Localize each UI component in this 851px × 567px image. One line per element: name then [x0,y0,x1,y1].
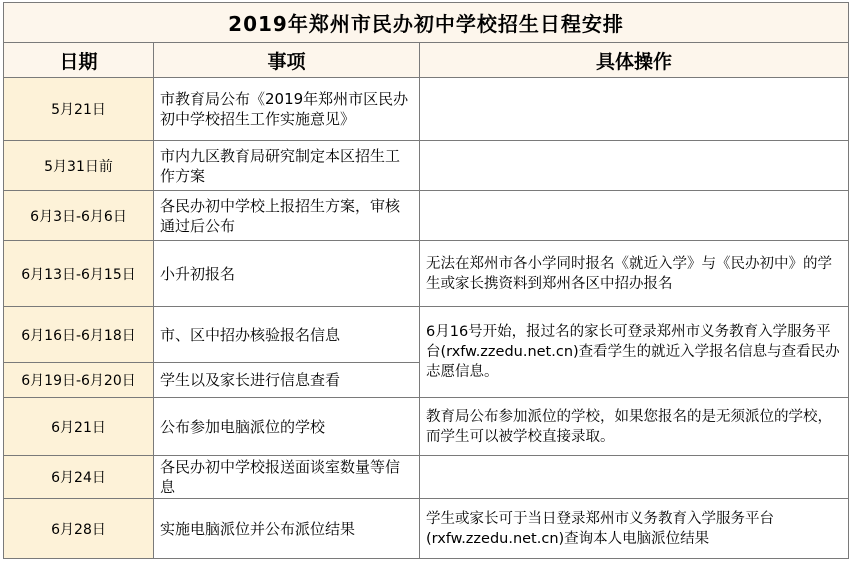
row-item: 小升初报名 [154,241,420,307]
row-item: 各民办初中学校上报招生方案，审核通过后公布 [154,191,420,241]
schedule-table [3,2,849,559]
header-operation: 具体操作 [420,43,849,78]
row-operation: 教育局公布参加派位的学校，如果您报名的是无须派位的学校，而学生可以被学校直接录取。 [420,398,849,456]
row-date: 5月31日前 [4,141,154,191]
row-date: 6月24日 [4,456,154,499]
row-operation [420,456,849,499]
row-date: 6月28日 [4,499,154,559]
row-operation [420,191,849,241]
table-row [4,307,849,363]
table-row [4,241,849,307]
row-date: 6月21日 [4,398,154,456]
row-date: 6月16日-6月18日 [4,307,154,363]
row-date: 6月3日-6月6日 [4,191,154,241]
table-row [4,398,849,456]
table-row [4,141,849,191]
row-operation [420,141,849,191]
table-row [4,191,849,241]
row-operation: 无法在郑州市各小学同时报名《就近入学》与《民办初中》的学生或家长携资料到郑州各区中招办报名 [420,241,849,307]
row-item: 市内九区教育局研究制定本区招生工作方案 [154,141,420,191]
row-operation: 6月16号开始，报过名的家长可登录郑州市义务教育入学服务平台(rxfw.zzedu.net.cn)查看学生的就近入学报名信息与查看民办志愿信息。 [420,307,849,398]
row-operation [420,78,849,141]
row-operation: 学生或家长可于当日登录郑州市义务教育入学服务平台(rxfw.zzedu.net.cn)查询本人电脑派位结果 [420,499,849,559]
title-row [4,3,849,43]
row-item: 实施电脑派位并公布派位结果 [154,499,420,559]
table-row [4,499,849,559]
table-row [4,78,849,141]
row-item: 市、区中招办核验报名信息 [154,307,420,363]
row-date: 6月19日-6月20日 [4,363,154,398]
header-row [4,43,849,78]
header-item: 事项 [154,43,420,78]
row-item: 各民办初中学校报送面谈室数量等信息 [154,456,420,499]
header-date: 日期 [4,43,154,78]
row-item: 学生以及家长进行信息查看 [154,363,420,398]
table-row [4,456,849,499]
row-date: 5月21日 [4,78,154,141]
table-title: 2019年郑州市民办初中学校招生日程安排 [4,3,849,43]
row-item: 公布参加电脑派位的学校 [154,398,420,456]
row-date: 6月13日-6月15日 [4,241,154,307]
row-item: 市教育局公布《2019年郑州市区民办初中学校招生工作实施意见》 [154,78,420,141]
